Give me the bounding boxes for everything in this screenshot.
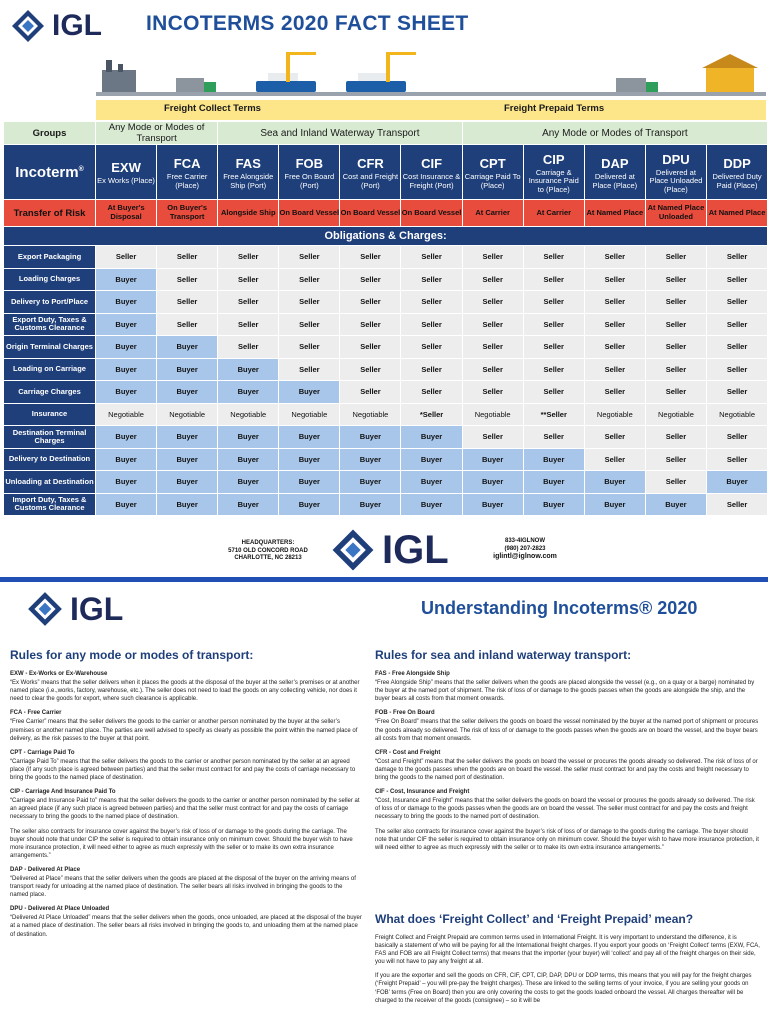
left-heading: Rules for any mode or modes of transport: xyxy=(10,648,254,662)
left-column xyxy=(10,670,362,945)
rule-paragraph xyxy=(375,828,760,852)
table-cell: Seller xyxy=(401,381,462,404)
hq-line2: CHARLOTTE, NC 28213 xyxy=(234,555,302,561)
freight-prepaid-label: Freight Prepaid Terms xyxy=(504,103,605,114)
term-cfr xyxy=(340,145,401,200)
row-label: Insurance xyxy=(4,403,96,426)
rule-paragraph xyxy=(10,905,362,938)
table-cell: Seller xyxy=(401,268,462,291)
table-cell: Negotiable xyxy=(706,403,767,426)
risk-ddp: At Named Place xyxy=(706,200,767,227)
term-code: FCA xyxy=(173,155,201,171)
table-cell: Seller xyxy=(462,313,523,336)
hq-title: HEADQUARTERS: xyxy=(241,540,295,546)
right-heading: Rules for sea and inland waterway transport: xyxy=(375,648,632,662)
table-cell: Buyer xyxy=(401,493,462,516)
table-cell: Seller xyxy=(706,336,767,359)
table-cell: Buyer xyxy=(340,426,401,449)
table-cell: Seller xyxy=(462,336,523,359)
rule-title: DAP - Delivered At Place xyxy=(10,866,81,873)
groups-row xyxy=(4,122,768,145)
table-cell: Buyer xyxy=(401,426,462,449)
table-cell: Seller xyxy=(706,493,767,516)
table-cell: Seller xyxy=(523,381,584,404)
table-cell: Buyer xyxy=(96,493,157,516)
table-cell: Seller xyxy=(645,381,706,404)
rule-title: CIP - Carriage And Insurance Paid To xyxy=(10,789,116,796)
table-cell: Seller xyxy=(462,426,523,449)
table-cell: Seller xyxy=(218,313,279,336)
table-cell: Buyer xyxy=(279,426,340,449)
term-code: CIF xyxy=(421,155,443,171)
rule-paragraph xyxy=(375,749,760,782)
table-cell: Seller xyxy=(340,381,401,404)
risk-dpu: At Named Place Unloaded xyxy=(645,200,706,227)
term-description: Carriage Paid To (Place) xyxy=(464,171,521,190)
table-row xyxy=(4,403,768,426)
risk-fob: On Board Vessel xyxy=(279,200,340,227)
incoterms-table xyxy=(3,121,768,516)
table-cell: Seller xyxy=(401,336,462,359)
rule-paragraph xyxy=(10,788,362,821)
page1-header xyxy=(0,0,768,50)
table-cell: Buyer xyxy=(157,381,218,404)
term-fob xyxy=(279,145,340,200)
freight-terms-band xyxy=(96,100,766,120)
transfer-of-risk-label: Transfer of Risk xyxy=(4,200,96,227)
table-cell: Buyer xyxy=(523,471,584,494)
faq-heading: What does ‘Freight Collect’ and ‘Freight Prepaid’ mean? xyxy=(375,912,694,926)
rule-title: FOB - Free On Board xyxy=(375,710,435,717)
transfer-of-risk-row xyxy=(4,200,768,227)
table-cell: Seller xyxy=(645,471,706,494)
table-cell: Buyer xyxy=(218,381,279,404)
term-code: EXW xyxy=(111,160,141,176)
table-cell: Buyer xyxy=(96,268,157,291)
table-cell: Buyer xyxy=(218,426,279,449)
table-cell: Seller xyxy=(584,448,645,471)
table-cell: Seller xyxy=(157,313,218,336)
rule-title: FAS - Free Alongside Ship xyxy=(375,671,450,677)
row-label: Unloading at Destination xyxy=(4,471,96,494)
table-cell: Seller xyxy=(645,336,706,359)
table-cell: Seller xyxy=(157,291,218,314)
table-row xyxy=(4,313,768,336)
rule-title: DPU - Delivered At Place Unloaded xyxy=(10,906,110,913)
table-cell: Seller xyxy=(523,313,584,336)
table-cell: Seller xyxy=(645,268,706,291)
table-cell: Seller xyxy=(279,358,340,381)
table-cell: Seller xyxy=(462,358,523,381)
row-label: Carriage Charges xyxy=(4,381,96,404)
term-cip xyxy=(523,145,584,200)
table-cell: Buyer xyxy=(462,448,523,471)
table-cell: Seller xyxy=(340,313,401,336)
term-description: Ex Works (Place) xyxy=(97,176,155,186)
row-label: Delivery to Port/Place xyxy=(4,291,96,314)
contact-email[interactable]: iglintl@iglnow.com xyxy=(493,553,557,560)
table-cell: Seller xyxy=(279,336,340,359)
incoterm-label-text: Incoterm xyxy=(15,163,79,181)
table-cell: Seller xyxy=(157,246,218,269)
table-cell: Seller xyxy=(523,426,584,449)
table-cell: Buyer xyxy=(96,336,157,359)
table-cell: Seller xyxy=(645,448,706,471)
term-description: Delivered at Place Unloaded (Place) xyxy=(649,167,703,194)
term-description: Free Alongside Ship (Port) xyxy=(223,171,274,190)
risk-cpt: At Carrier xyxy=(462,200,523,227)
table-cell: Buyer xyxy=(279,493,340,516)
freight-collect-label: Freight Collect Terms xyxy=(164,103,261,114)
table-row xyxy=(4,358,768,381)
table-cell: Buyer xyxy=(218,448,279,471)
rule-title: FCA - Free Carrier xyxy=(10,710,62,717)
table-cell: Buyer xyxy=(218,471,279,494)
table-cell: Seller xyxy=(645,246,706,269)
igl-footer-logo xyxy=(330,527,449,573)
igl-logo-text: IGL xyxy=(382,527,449,572)
igl-logo-mark-icon xyxy=(330,527,376,573)
table-cell: Buyer xyxy=(96,313,157,336)
table-cell: Buyer xyxy=(218,358,279,381)
table-cell: Seller xyxy=(584,358,645,381)
risk-exw: At Buyer's Disposal xyxy=(96,200,157,227)
table-cell: Seller xyxy=(218,336,279,359)
table-row xyxy=(4,448,768,471)
term-code: CIP xyxy=(542,151,565,167)
table-cell: Seller xyxy=(645,291,706,314)
table-cell: Seller xyxy=(706,246,767,269)
table-cell: Seller xyxy=(462,268,523,291)
registered-mark: ® xyxy=(78,165,84,173)
table-cell: Buyer xyxy=(279,471,340,494)
faq-paragraph: Freight Collect and Freight Prepaid are common terms used in International Freight. It is very important to understand the difference, it is basically a statement of who will be paying for all the International freight charges. If you export your goods on ‘Freight Collect’ terms (EXW, FCA, FAS and FOB are all Freight Collect terms) that means that the importer (your buyer) will ‘collect’ and pay all of the freight charges on their side, you will not have to pay any freight at all. xyxy=(375,935,760,966)
table-cell: Negotiable xyxy=(645,403,706,426)
table-cell: Seller xyxy=(279,291,340,314)
table-cell: Buyer xyxy=(401,448,462,471)
table-cell: Seller xyxy=(584,268,645,291)
table-row xyxy=(4,246,768,269)
table-cell: Buyer xyxy=(157,358,218,381)
table-cell: Buyer xyxy=(584,471,645,494)
table-cell: Negotiable xyxy=(584,403,645,426)
table-cell: Seller xyxy=(218,246,279,269)
rule-paragraph xyxy=(10,828,362,860)
table-cell: *Seller xyxy=(401,403,462,426)
table-cell: Seller xyxy=(462,381,523,404)
table-cell: Seller xyxy=(523,268,584,291)
table-cell: Seller xyxy=(523,358,584,381)
term-cif xyxy=(401,145,462,200)
table-row xyxy=(4,471,768,494)
rule-body: The seller also contracts for insurance cover against the buyer’s risk of loss of or damage to the goods during the carriage. The buyer should note that under CIP the seller is required to obtain insurance only on minimum cover. Should the buyer wish to have more insurance protection, it will need either to agree as much expressly with the seller or to make its own extra insurance arrangements.” xyxy=(10,828,353,859)
table-cell: Buyer xyxy=(157,471,218,494)
table-cell: Buyer xyxy=(523,448,584,471)
obligations-heading: Obligations & Charges: xyxy=(4,227,768,246)
table-cell: Buyer xyxy=(340,471,401,494)
igl-logo-mark-icon xyxy=(10,8,46,44)
table-cell: Seller xyxy=(279,268,340,291)
table-cell: Seller xyxy=(645,358,706,381)
table-cell: Seller xyxy=(218,291,279,314)
table-cell: Seller xyxy=(523,291,584,314)
table-cell: Seller xyxy=(401,313,462,336)
table-row xyxy=(4,268,768,291)
rule-title: EXW - Ex-Works or Ex-Warehouse xyxy=(10,671,108,677)
table-cell: Seller xyxy=(584,336,645,359)
row-label: Origin Terminal Charges xyxy=(4,336,96,359)
table-cell: Seller xyxy=(584,313,645,336)
faq-column xyxy=(375,934,760,1011)
igl-logo-text: IGL xyxy=(70,590,124,627)
table-cell: Seller xyxy=(645,313,706,336)
table-cell: Buyer xyxy=(157,493,218,516)
row-label: Loading Charges xyxy=(4,268,96,291)
faq-paragraph: If you are the exporter and sell the goods on CFR, CIF, CPT, CIP, DAP, DPU or DDP terms, this means that you will pay for the freight charges (‘Freight Prepaid’ – you will pre-pay the freight charges). These are linked to the selling terms of your invoice, if you are selling your goods on ‘FOB’ terms (Free on Board) then you are only covering the costs to get the goods loaded onboard the vessel. All charges thereafter will be charged to the receiver of the goods (consignee) – so it will be xyxy=(375,973,752,1004)
table-cell: Negotiable xyxy=(462,403,523,426)
table-cell: Buyer xyxy=(584,493,645,516)
table-row xyxy=(4,336,768,359)
term-cpt xyxy=(462,145,523,200)
table-cell: Seller xyxy=(340,358,401,381)
term-description: Carriage & Insurance Paid to (Place) xyxy=(528,167,579,194)
term-fca xyxy=(157,145,218,200)
table-cell: Seller xyxy=(523,246,584,269)
rule-body: “Cost and Freight” means that the seller delivers the goods on board the vessel or procures the goods already so delivered. The risk of loss of or damage to the goods passes when the goods are on board the vessel. the seller must contract for and pay the costs and freight necessary to bring the goods to the named port of destination. xyxy=(375,758,758,782)
table-cell: Seller xyxy=(706,448,767,471)
table-cell: Seller xyxy=(218,268,279,291)
term-code: DAP xyxy=(601,155,629,171)
table-row xyxy=(4,291,768,314)
table-cell: Seller xyxy=(340,246,401,269)
table-cell: Negotiable xyxy=(157,403,218,426)
term-code: DPU xyxy=(662,151,690,167)
risk-dap: At Named Place xyxy=(584,200,645,227)
table-cell: Negotiable xyxy=(279,403,340,426)
rule-title: CFR - Cost and Freight xyxy=(375,749,441,756)
row-label: Import Duty, Taxes & Customs Clearance xyxy=(4,493,96,516)
rule-paragraph xyxy=(375,788,760,821)
contact-info xyxy=(480,538,570,562)
rule-paragraph xyxy=(10,670,362,703)
table-cell: Seller xyxy=(584,246,645,269)
page-title: INCOTERMS 2020 FACT SHEET xyxy=(146,12,469,35)
rule-body: “Carriage and Insurance Paid to” means that the seller delivers the goods to the carrier or another person nominated by the seller at an agreed place (if any such place is agreed between parties) and that the seller must contract for and pay the costs of carriage necessary to bring the goods to the named place of destination. xyxy=(10,798,360,821)
rule-paragraph xyxy=(10,709,362,742)
risk-cif: On Board Vessel xyxy=(401,200,462,227)
table-cell: Buyer xyxy=(279,381,340,404)
table-cell: Negotiable xyxy=(96,403,157,426)
table-cell: Buyer xyxy=(462,493,523,516)
table-cell: Seller xyxy=(584,381,645,404)
table-cell: Buyer xyxy=(96,381,157,404)
table-cell: Seller xyxy=(706,291,767,314)
term-dap xyxy=(584,145,645,200)
table-cell: Seller xyxy=(279,313,340,336)
rule-body: “Delivered At Place Unloaded” means that the seller delivers when the goods, once unloaded, are placed at the disposal of the buyer at a named place of destination. The seller bears all risks involved in bringing the goods to, and unloading them at the named place of destination. xyxy=(10,915,362,938)
incoterm-label xyxy=(4,145,96,200)
term-fas xyxy=(218,145,279,200)
rule-body: “Free Alongside Ship” means that the seller delivers when the goods are placed alongside the vessel (e.g., on a quay or a barge) nominated by the buyer at the named port of shipment. The risk of loss of or damage to the goods passes when the goods are alongside the ship, and the buyer bears all costs from that moment onwards. xyxy=(375,680,755,703)
rule-body: The seller also contracts for insurance cover against the buyer’s risk of loss of or damage to the goods during the carriage. The buyer should note that under CIF the seller is required to obtain insurance only on minimum cover. Should the buyer wish to have more insurance protection, it will need either to agree as much expressly with the seller or to make its own extra insurance arrangements.” xyxy=(375,828,759,851)
table-cell: Seller xyxy=(706,426,767,449)
rule-paragraph xyxy=(10,749,362,782)
risk-fca: On Buyer's Transport xyxy=(157,200,218,227)
table-cell: Seller xyxy=(523,336,584,359)
table-cell: Buyer xyxy=(401,471,462,494)
table-cell: Buyer xyxy=(157,336,218,359)
term-code: CFR xyxy=(357,155,384,171)
term-description: Free On Board (Port) xyxy=(284,171,335,190)
row-label: Export Duty, Taxes & Customs Clearance xyxy=(4,313,96,336)
table-cell: Seller xyxy=(706,358,767,381)
row-label: Export Packaging xyxy=(4,246,96,269)
table-cell: Negotiable xyxy=(218,403,279,426)
groups-label: Groups xyxy=(4,122,96,145)
table-cell: Buyer xyxy=(279,448,340,471)
table-cell: Seller xyxy=(340,336,401,359)
table-cell: Seller xyxy=(340,268,401,291)
rule-title: CPT - Carriage Paid To xyxy=(10,749,75,756)
rule-paragraph xyxy=(10,866,362,899)
table-cell: Seller xyxy=(157,268,218,291)
table-cell: Buyer xyxy=(462,471,523,494)
table-cell: Buyer xyxy=(96,358,157,381)
table-cell: Buyer xyxy=(523,493,584,516)
table-cell: Buyer xyxy=(96,448,157,471)
term-description: Free Carrier (Place) xyxy=(166,171,208,190)
table-cell: Seller xyxy=(706,268,767,291)
group-any-mode-prepaid: Any Mode or Modes of Transport xyxy=(462,122,768,145)
table-cell: Buyer xyxy=(645,493,706,516)
table-cell: Seller xyxy=(96,246,157,269)
phone-toll-free: 833-4IGLNOW xyxy=(504,538,545,544)
table-cell: Buyer xyxy=(157,448,218,471)
term-exw xyxy=(96,145,157,200)
rule-paragraph xyxy=(375,670,760,703)
term-description: Cost Insurance & Freight (Port) xyxy=(402,171,461,190)
rule-body: “Carriage Paid To” means that the seller delivers the goods to the carrier or another person nominated by the seller at an agreed place (if any such place is agreed between parties) and that the seller must contract for and pay the costs of carriage necessary to bring the goods to the named place of destination. xyxy=(10,758,356,782)
table-cell: Seller xyxy=(401,291,462,314)
table-cell: Seller xyxy=(462,291,523,314)
rule-body: “Ex Works” means that the seller delivers when it places the goods at the disposal of the buyer at the seller’s premises or at another named place (i.e.,works, factory, warehouse, etc.). The seller does not need to load the goods on any collecting vehicle, nor does it need to clear the goods for export, where such clearance is applicable. xyxy=(10,680,360,703)
row-label: Destination Terminal Charges xyxy=(4,426,96,449)
right-column xyxy=(375,670,760,910)
headquarters-address xyxy=(212,540,324,563)
table-cell: Seller xyxy=(584,426,645,449)
risk-fas: Alongside Ship xyxy=(218,200,279,227)
row-label: Delivery to Destination xyxy=(4,448,96,471)
table-cell: **Seller xyxy=(523,403,584,426)
table-cell: Buyer xyxy=(706,471,767,494)
group-any-mode-collect: Any Mode or Modes of Transport xyxy=(96,122,218,145)
table-cell: Seller xyxy=(401,246,462,269)
term-description: Delivered at Place (Place) xyxy=(592,171,638,190)
table-cell: Buyer xyxy=(96,471,157,494)
rule-body: “Free Carrier” means that the seller delivers the goods to the carrier or another person nominated by the buyer at the seller’s premises or another named place. The parties are well advised to specify as clearly as possible the point within the named place of delivery, as the risk passes to the buyer at that point. xyxy=(10,719,358,742)
rule-body: “Delivered at Place” means that the seller delivers when the goods are placed at the disposal of the buyer on the arriving means of transport ready for unloading at the named place of destination. The seller bears all risks involved in bringing the goods to the named place. xyxy=(10,875,356,899)
term-code: FAS xyxy=(235,155,261,171)
row-label: Loading on Carriage xyxy=(4,358,96,381)
table-row xyxy=(4,381,768,404)
obligations-row xyxy=(4,227,768,246)
table-cell: Buyer xyxy=(218,493,279,516)
term-dpu xyxy=(645,145,706,200)
term-code: FOB xyxy=(295,155,324,171)
term-code: CPT xyxy=(479,155,506,171)
term-code: DDP xyxy=(723,155,751,171)
term-description: Delivered Duty Paid (Place) xyxy=(712,171,762,190)
igl-page2-logo xyxy=(26,590,123,628)
risk-cip: At Carrier xyxy=(523,200,584,227)
table-cell: Buyer xyxy=(96,426,157,449)
hq-line1: 5710 OLD CONCORD ROAD xyxy=(228,547,308,554)
table-cell: Negotiable xyxy=(340,403,401,426)
phone-local: (980) 207-2823 xyxy=(504,545,546,552)
term-ddp xyxy=(706,145,767,200)
risk-cfr: On Board Vessel xyxy=(340,200,401,227)
table-cell: Seller xyxy=(401,358,462,381)
rule-paragraph xyxy=(375,709,760,742)
table-cell: Seller xyxy=(340,291,401,314)
table-cell: Seller xyxy=(645,426,706,449)
table-cell: Buyer xyxy=(340,448,401,471)
table-cell: Seller xyxy=(279,246,340,269)
table-cell: Seller xyxy=(706,381,767,404)
table-cell: Seller xyxy=(706,313,767,336)
group-sea-inland: Sea and Inland Waterway Transport xyxy=(218,122,462,145)
incoterm-code-row xyxy=(4,145,768,200)
table-cell: Seller xyxy=(462,246,523,269)
igl-logo xyxy=(10,8,102,44)
table-row xyxy=(4,426,768,449)
term-description: Cost and Freight (Port) xyxy=(342,171,399,190)
rule-body: “Free On Board” means that the seller delivers the goods on board the vessel nominated by the buyer at the named port of shipment or procures the goods already so delivered. The risk of loss of or damage to the goods passes when the goods are on board the vessel, and the buyer bears all costs from that moment onwards. xyxy=(375,719,759,742)
igl-logo-text: IGL xyxy=(52,9,102,42)
table-cell: Buyer xyxy=(157,426,218,449)
page-divider xyxy=(0,577,768,582)
shipping-illustration-icon xyxy=(96,48,766,98)
page2-title: Understanding Incoterms® 2020 xyxy=(421,598,698,618)
table-cell: Buyer xyxy=(340,493,401,516)
table-row xyxy=(4,493,768,516)
table-cell: Buyer xyxy=(96,291,157,314)
table-cell: Seller xyxy=(584,291,645,314)
rule-title: CIF - Cost, Insurance and Freight xyxy=(375,789,470,796)
rule-body: “Cost, Insurance and Freight” means that the seller delivers the goods on board the vessel or procures the goods already so delivered. The risk of loss of or damage to the goods passes when the goods are on board the vessel. The seller must contract for and pay the costs and freight necessary to bring the goods to the named port of destination. xyxy=(375,798,755,821)
igl-logo-mark-icon xyxy=(26,590,64,628)
